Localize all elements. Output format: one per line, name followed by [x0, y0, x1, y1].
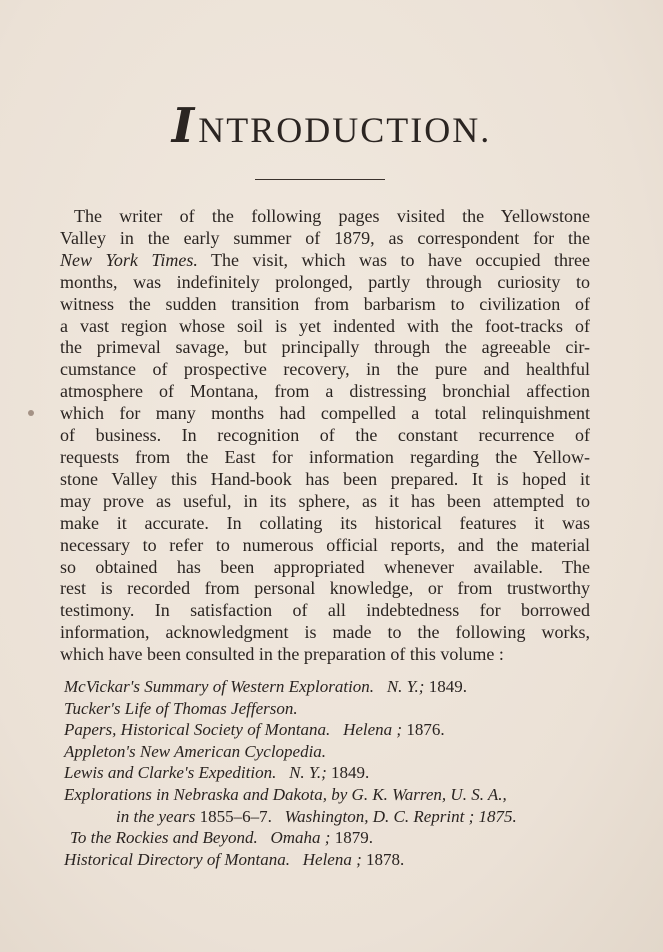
body-line: The writer of the following pages visited the Yellowstone [74, 206, 590, 226]
body-line: stone Valley this Hand-book has been prepared. It is hoped it [60, 468, 590, 489]
body-line: a vast region whose soil is yet indented with the foot-tracks of [60, 315, 590, 336]
title-rest: NTRODUCTION. [198, 110, 492, 150]
body-line: which for many months had compelled a total relinquishment [60, 403, 590, 424]
body-line: months, was indefinitely prolonged, partly through curiosity to [60, 271, 590, 292]
reference-item: Explorations in Nebraska and Dakota, by G. K. Warren, U. S. A., [64, 784, 507, 804]
body-line: requests from the East for information regarding the Yellow- [60, 446, 590, 467]
body-line: necessary to refer to numerous official reports, and the material [60, 534, 590, 555]
reference-list [64, 676, 604, 870]
body-line: the primeval savage, but principally through the agreeable cir- [60, 337, 590, 358]
reference-item-continued: in the years 1855–6–7. Washington, D. C. Reprint ; 1875. [116, 806, 517, 826]
body-line: so obtained has been appropriated whenever available. The [60, 556, 590, 577]
body-line: testimony. In satisfaction of all indebtedness for borrowed [60, 600, 590, 621]
body-line: witness the sudden transition from barbarism to civilization of [60, 293, 590, 314]
body-line: New York Times. The visit, which was to have occupied three [60, 249, 590, 270]
reference-item: Historical Directory of Montana. Helena ; 1878. [64, 849, 405, 869]
reference-item: Lewis and Clarke's Expedition. N. Y.; 1849. [64, 763, 370, 783]
reference-item: Papers, Historical Society of Montana. Helena ; 1876. [64, 720, 445, 740]
title-divider [255, 179, 385, 180]
body-line: information, acknowledgment is made to the following works, [60, 622, 590, 643]
body-line: Valley in the early summer of 1879, as correspondent for the [60, 227, 590, 248]
reference-item: McVickar's Summary of Western Exploration. N. Y.; 1849. [64, 677, 467, 696]
reference-item: Appleton's New American Cyclopedia. [64, 741, 327, 761]
body-line: may prove as useful, in its sphere, as it has been attempted to [60, 490, 590, 511]
body-line: of business. In recognition of the constant recurrence of [60, 425, 590, 446]
body-line: cumstance of prospective recovery, in the pure and healthful [60, 359, 590, 380]
body-line: atmosphere of Montana, from a distressing bronchial affection [60, 381, 590, 402]
page-title [0, 98, 663, 154]
introduction-paragraph [60, 206, 590, 666]
body-line: which have been consulted in the preparation of this volume : [60, 644, 504, 665]
reference-item: Tucker's Life of Thomas Jefferson. [64, 698, 298, 718]
body-line: make it accurate. In collating its historical features it was [60, 512, 590, 533]
paper-blemish [28, 410, 34, 416]
body-line: rest is recorded from personal knowledge, or from trustworthy [60, 578, 590, 599]
reference-item: To the Rockies and Beyond. Omaha ; 1879. [70, 828, 373, 848]
ornamental-initial: I [171, 98, 197, 154]
